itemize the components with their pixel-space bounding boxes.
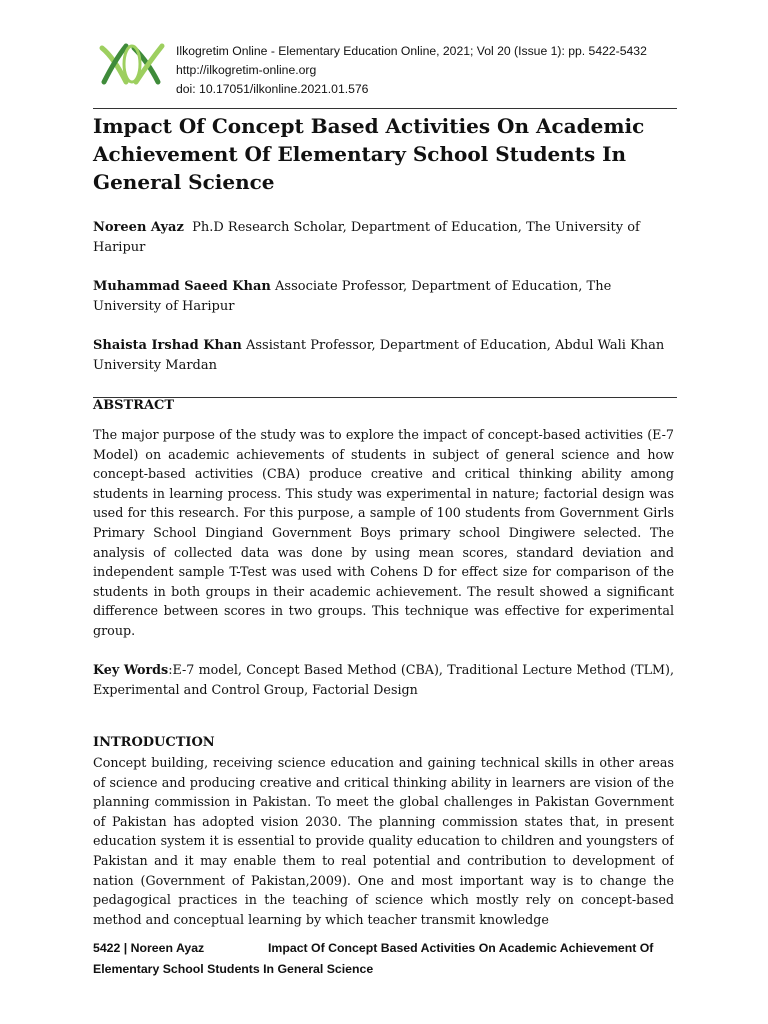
author-1 <box>93 218 677 258</box>
journal-citation: Ilkogretim Online - Elementary Education Online, 2021; Vol 20 (Issue 1): pp. 5422-5432 <box>176 44 647 58</box>
header-divider <box>93 108 677 109</box>
footer-running-title: Impact Of Concept Based Activities On Academic Achievement Of Elementary School Students In General Science <box>93 941 654 976</box>
journal-url[interactable]: http://ilkogretim-online.org <box>176 63 317 77</box>
author-3-name: Shaista Irshad Khan <box>93 338 242 353</box>
author-2 <box>93 277 677 317</box>
author-2-name: Muhammad Saeed Khan <box>93 279 271 294</box>
abstract-heading: ABSTRACT <box>93 398 175 413</box>
author-3-affiliation: Assistant Professor, Department of Education, Abdul Wali Khan University Mardan <box>93 338 665 373</box>
introduction-text: Concept building, receiving science education and gaining technical skills in other areas of science and producing creative and critical thinking ability in learners are vision of the planning commission in Pakistan. To meet the global challenges in Pakistan Government of Pakistan has adopted vision 2030. The planning commission states that, in present education system it is essential to provide quality education to children and youngsters of Pakistan and it may enable them to real potential and contribution to development of nation (Government of Pakistan,2009). One and most important way is to change the pedagogical practices in the teaching of science which mostly rely on concept-based method and conceptual learning by which teacher transmit knowledge <box>93 755 674 927</box>
abstract-text: The major purpose of the study was to explore the impact of concept-based activities (E-7 Model) on academic achievements of students in subject of general science and how concept-based activities (CBA) produce creative and critical thinking ability among students in learning process. This study was experimental in nature; factorial design was used for this research. For this purpose, a sample of 100 students from Government Girls Primary School Dingiand Government Boys primary school Dingiwere selected. The analysis of collected data was done by using mean scores, standard deviation and independent sample T-Test was used with Cohens D for effect size for comparison of the students in both groups in their academic achievement. The result showed a significant difference between scores in two groups. This technique was effective for experimental group. <box>93 427 674 638</box>
abstract-divider <box>93 397 677 398</box>
keywords-text: :E-7 model, Concept Based Method (CBA), Traditional Lecture Method (TLM), Experimental and Control Group, Factorial Design <box>93 662 674 697</box>
journal-info <box>176 42 647 99</box>
author-1-name: Noreen Ayaz <box>93 220 184 235</box>
author-3 <box>93 336 677 376</box>
introduction-heading: INTRODUCTION <box>93 735 215 750</box>
footer-page-label: 5422 | Noreen Ayaz <box>93 941 205 955</box>
author-2-affiliation: Associate Professor, Department of Education, The University of Haripur <box>93 279 612 314</box>
author-1-affiliation: Ph.D Research Scholar, Department of Education, The University of Haripur <box>93 220 640 255</box>
journal-logo <box>96 40 168 86</box>
paper-title: Impact Of Concept Based Activities On Academic Achievement Of Elementary School Students In General Science <box>93 114 645 194</box>
keywords-label: Key Words <box>93 662 169 677</box>
page-footer <box>93 938 677 979</box>
keywords <box>93 660 674 699</box>
journal-doi[interactable]: doi: 10.17051/ilkonline.2021.01.576 <box>176 82 369 96</box>
